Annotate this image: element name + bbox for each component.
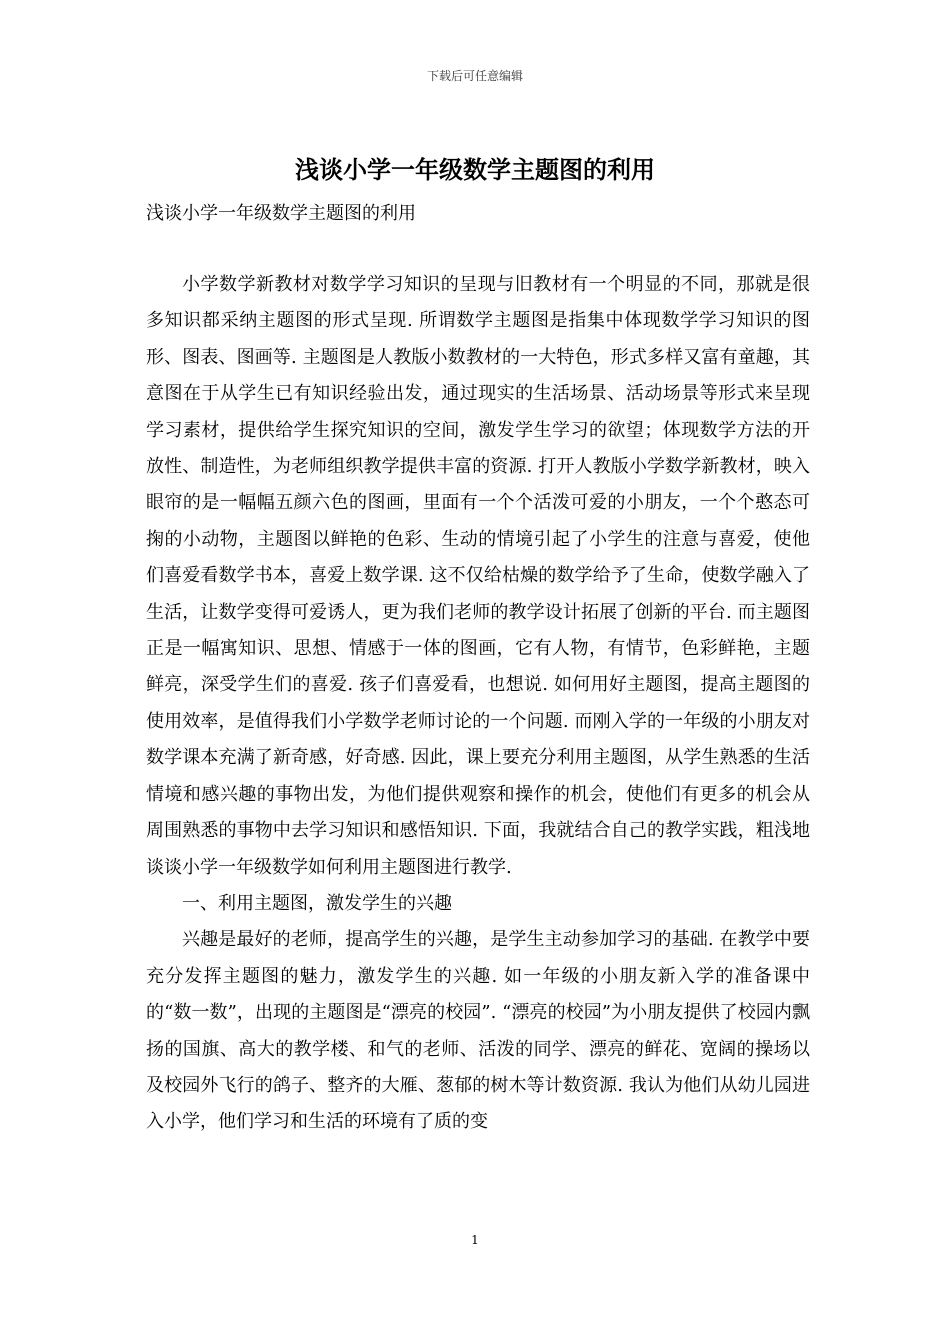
paragraph-intro: 小学数学新教材对数学学习知识的呈现与旧教材有一个明显的不同，那就是很多知识都采纳主题图的形式呈现. 所谓数学主题图是指集中体现数学学习知识的图形、图表、图画等. 主题图是人教版小数教材的一大特色，形式多样又富有童趣，其意图在于从学生已有知识经验出发，通过现实的生活场景、活动场景等形式来呈现学习素材，提供给学生探究知识的空间，激发学生学习的欲望；体现数学方法的开放性、制造性，为老师组织教学提供丰富的资源. 打开人教版小学数学新教材，映入眼帘的是一幅幅五颜六色的图画，里面有一个个活泼可爱的小朋友，一个个憨态可掬的小动物，主题图以鲜艳的色彩、生动的情境引起了小学生的注意与喜爱，使他们喜爱看数学书本，喜爱上数学课. 这不仅给枯燥的数学给予了生命，使数学融入了生活，让数学变得可爱诱人，更为我们老师的教学设计拓展了创新的平台. 而主题图正是一幅寓知识、思想、情感于一体的图画，它有人物，有情节，色彩鲜艳，主题鲜亮，深受学生们的喜爱. 孩子们喜爱看，也想说. 如何用好主题图，提高主题图的使用效率，是值得我们小学数学老师讨论的一个问题. 而刚入学的一年级的小朋友对数学课本充满了新奇感，好奇感. 因此，课上要充分利用主题图，从学生熟悉的生活情境和感兴趣的事物出发，为他们提供观察和操作的机会，使他们有更多的机会从周围熟悉的事物中去学习知识和感悟知识. 下面，我就结合自己的教学实践，粗浅地谈谈小学一年级数学如何利用主题图进行教学. xyxy=(146,274,810,878)
page-number: 1 xyxy=(471,1233,479,1247)
header-note: 下载后可任意编辑 xyxy=(426,69,523,83)
document-body xyxy=(146,267,810,1141)
document-subtitle: 浅谈小学一年级数学主题图的利用 xyxy=(146,203,416,224)
paragraph-section-1: 兴趣是最好的老师，提高学生的兴趣，是学生主动参加学习的基础. 在教学中要充分发挥主题图的魅力，激发学生的兴趣. 如一年级的小朋友新入学的准备课中的“数一数”，出现的主题图是“漂亮的校园”. “漂亮的校园”为小朋友提供了校园内飘扬的国旗、高大的教学楼、和气的老师、活泼的同学、漂亮的鲜花、宽阔的操场以及校园外飞行的鸽子、整齐的大雁、葱郁的树木等计数资源. 我认为他们从幼儿园进入小学，他们学习和生活的环境有了质的变 xyxy=(146,929,810,1133)
section-heading-1: 一、利用主题图，激发学生的兴趣 xyxy=(182,892,452,914)
document-title: 浅谈小学一年级数学主题图的利用 xyxy=(295,155,655,184)
